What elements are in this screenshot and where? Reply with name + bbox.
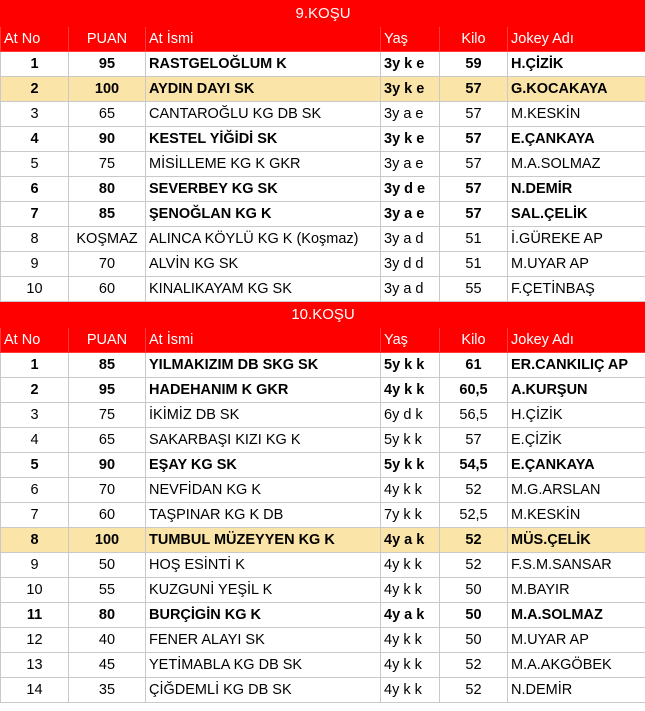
yas-cell: 4y k k [381,378,440,403]
puan-cell: 75 [69,403,146,428]
yas-cell: 5y k k [381,353,440,378]
puan-cell: 40 [69,628,146,653]
kilo-cell: 52 [440,553,508,578]
yas-cell: 3y d d [381,252,440,277]
table-row [1,453,645,478]
at-ismi-cell: ÇİĞDEMLİ KG DB SK [146,678,381,703]
header-kilo: Kilo [440,328,508,353]
at-ismi-cell: NEVFİDAN KG K [146,478,381,503]
table-row [1,378,645,403]
kilo-cell: 59 [440,52,508,77]
jokey-cell: E.ÇANKAYA [508,127,645,152]
at-no-cell: 5 [1,152,69,177]
table-row [1,277,645,302]
at-ismi-cell: HOŞ ESİNTİ K [146,553,381,578]
header-jokey: Jokey Adı [508,27,645,52]
at-ismi-cell: CANTAROĞLU KG DB SK [146,102,381,127]
kilo-cell: 57 [440,177,508,202]
table-body [1,1,645,703]
table-row [1,252,645,277]
at-no-cell: 2 [1,378,69,403]
header-at-no: At No [1,328,69,353]
kilo-cell: 57 [440,202,508,227]
at-ismi-cell: TAŞPINAR KG K DB [146,503,381,528]
table-row [1,428,645,453]
header-at-no: At No [1,27,69,52]
table-row [1,478,645,503]
jokey-cell: H.ÇİZİK [508,403,645,428]
jokey-cell: M.UYAR AP [508,628,645,653]
puan-cell: 45 [69,653,146,678]
kilo-cell: 57 [440,102,508,127]
jokey-cell: H.ÇİZİK [508,52,645,77]
header-yas: Yaş [381,328,440,353]
table-row [1,653,645,678]
puan-cell: 70 [69,478,146,503]
yas-cell: 3y d e [381,177,440,202]
at-ismi-cell: KESTEL YİĞİDİ SK [146,127,381,152]
kilo-cell: 56,5 [440,403,508,428]
at-ismi-cell: YILMAKIZIM DB SKG SK [146,353,381,378]
at-ismi-cell: TUMBUL MÜZEYYEN KG K [146,528,381,553]
puan-cell: 95 [69,52,146,77]
table-row [1,628,645,653]
jokey-cell: M.G.ARSLAN [508,478,645,503]
kilo-cell: 52 [440,528,508,553]
table-row [1,202,645,227]
puan-cell: 80 [69,177,146,202]
kilo-cell: 52 [440,653,508,678]
at-no-cell: 10 [1,277,69,302]
at-no-cell: 4 [1,127,69,152]
at-no-cell: 8 [1,528,69,553]
kilo-cell: 52 [440,678,508,703]
at-ismi-cell: EŞAY KG SK [146,453,381,478]
kilo-cell: 55 [440,277,508,302]
jokey-cell: F.ÇETİNBAŞ [508,277,645,302]
at-no-cell: 11 [1,603,69,628]
yas-cell: 4y k k [381,553,440,578]
table-row [1,353,645,378]
jokey-cell: G.KOCAKAYA [508,77,645,102]
at-ismi-cell: KUZGUNİ YEŞİL K [146,578,381,603]
yas-cell: 3y k e [381,52,440,77]
race-title: 9.KOŞU [1,1,645,27]
puan-cell: 95 [69,378,146,403]
kilo-cell: 54,5 [440,453,508,478]
yas-cell: 5y k k [381,453,440,478]
jokey-cell: M.UYAR AP [508,252,645,277]
at-ismi-cell: RASTGELOĞLUM K [146,52,381,77]
at-ismi-cell: YETİMABLA KG DB SK [146,653,381,678]
yas-cell: 3y a e [381,202,440,227]
at-no-cell: 5 [1,453,69,478]
puan-cell: 85 [69,353,146,378]
table-row [1,52,645,77]
header-puan: PUAN [69,328,146,353]
yas-cell: 4y a k [381,528,440,553]
yas-cell: 6y d k [381,403,440,428]
puan-cell: 100 [69,528,146,553]
table-row [1,528,645,553]
at-no-cell: 14 [1,678,69,703]
column-header-row [1,27,645,52]
at-ismi-cell: SEVERBEY KG SK [146,177,381,202]
kilo-cell: 52 [440,478,508,503]
at-ismi-cell: HADEHANIM K GKR [146,378,381,403]
at-no-cell: 4 [1,428,69,453]
at-no-cell: 10 [1,578,69,603]
at-no-cell: 6 [1,177,69,202]
at-ismi-cell: KINALIKAYAM KG SK [146,277,381,302]
kilo-cell: 57 [440,428,508,453]
puan-cell: 65 [69,428,146,453]
at-no-cell: 7 [1,202,69,227]
at-ismi-cell: ALVİN KG SK [146,252,381,277]
kilo-cell: 50 [440,603,508,628]
yas-cell: 4y k k [381,653,440,678]
header-jokey: Jokey Adı [508,328,645,353]
at-no-cell: 7 [1,503,69,528]
puan-cell: 60 [69,277,146,302]
at-ismi-cell: FENER ALAYI SK [146,628,381,653]
kilo-cell: 50 [440,628,508,653]
table-row [1,603,645,628]
puan-cell: 60 [69,503,146,528]
puan-cell: 85 [69,202,146,227]
at-ismi-cell: ŞENOĞLAN KG K [146,202,381,227]
at-no-cell: 9 [1,553,69,578]
puan-cell: 90 [69,127,146,152]
yas-cell: 4y k k [381,678,440,703]
jokey-cell: İ.GÜREKE AP [508,227,645,252]
jokey-cell: F.S.M.SANSAR [508,553,645,578]
jokey-cell: E.ÇİZİK [508,428,645,453]
kilo-cell: 52,5 [440,503,508,528]
puan-cell: 80 [69,603,146,628]
jokey-cell: E.ÇANKAYA [508,453,645,478]
at-no-cell: 12 [1,628,69,653]
header-kilo: Kilo [440,27,508,52]
kilo-cell: 51 [440,227,508,252]
table-row [1,403,645,428]
jokey-cell: M.A.AKGÖBEK [508,653,645,678]
puan-cell: 90 [69,453,146,478]
table-row [1,127,645,152]
puan-cell: 70 [69,252,146,277]
table-row [1,503,645,528]
header-yas: Yaş [381,27,440,52]
at-ismi-cell: BURÇİGİN KG K [146,603,381,628]
yas-cell: 4y k k [381,578,440,603]
at-no-cell: 3 [1,102,69,127]
table-row [1,77,645,102]
at-ismi-cell: AYDIN DAYI SK [146,77,381,102]
puan-cell: 55 [69,578,146,603]
jokey-cell: M.BAYIR [508,578,645,603]
column-header-row [1,328,645,353]
table-row [1,152,645,177]
yas-cell: 3y a d [381,277,440,302]
header-at-ismi: At İsmi [146,328,381,353]
jokey-cell: N.DEMİR [508,177,645,202]
puan-cell: 100 [69,77,146,102]
at-no-cell: 6 [1,478,69,503]
jokey-cell: M.KESKİN [508,503,645,528]
yas-cell: 3y a e [381,102,440,127]
puan-cell: 35 [69,678,146,703]
at-ismi-cell: MİSİLLEME KG K GKR [146,152,381,177]
table-row [1,102,645,127]
at-no-cell: 1 [1,353,69,378]
kilo-cell: 57 [440,152,508,177]
table-row [1,177,645,202]
kilo-cell: 60,5 [440,378,508,403]
jokey-cell: M.A.SOLMAZ [508,603,645,628]
header-at-ismi: At İsmi [146,27,381,52]
kilo-cell: 61 [440,353,508,378]
puan-cell: 75 [69,152,146,177]
yas-cell: 3y a e [381,152,440,177]
at-ismi-cell: İKİMİZ DB SK [146,403,381,428]
jokey-cell: N.DEMİR [508,678,645,703]
race-title-row [1,302,645,328]
yas-cell: 5y k k [381,428,440,453]
table-row [1,678,645,703]
puan-cell: 50 [69,553,146,578]
jokey-cell: SAL.ÇELİK [508,202,645,227]
jokey-cell: M.A.SOLMAZ [508,152,645,177]
at-ismi-cell: ALINCA KÖYLÜ KG K (Koşmaz) [146,227,381,252]
kilo-cell: 50 [440,578,508,603]
race-title-row [1,1,645,27]
jokey-cell: A.KURŞUN [508,378,645,403]
at-no-cell: 13 [1,653,69,678]
jokey-cell: MÜS.ÇELİK [508,528,645,553]
kilo-cell: 57 [440,127,508,152]
jokey-cell: M.KESKİN [508,102,645,127]
yas-cell: 4y a k [381,603,440,628]
yas-cell: 4y k k [381,628,440,653]
jokey-cell: ER.CANKILIÇ AP [508,353,645,378]
race-title: 10.KOŞU [1,302,645,328]
yas-cell: 3y k e [381,77,440,102]
table-row [1,553,645,578]
table-row [1,227,645,252]
puan-cell: KOŞMAZ [69,227,146,252]
header-puan: PUAN [69,27,146,52]
table-row [1,578,645,603]
at-no-cell: 8 [1,227,69,252]
at-no-cell: 2 [1,77,69,102]
kilo-cell: 51 [440,252,508,277]
kilo-cell: 57 [440,77,508,102]
at-no-cell: 3 [1,403,69,428]
yas-cell: 3y k e [381,127,440,152]
yas-cell: 7y k k [381,503,440,528]
at-ismi-cell: SAKARBAŞI KIZI KG K [146,428,381,453]
yas-cell: 3y a d [381,227,440,252]
puan-cell: 65 [69,102,146,127]
yas-cell: 4y k k [381,478,440,503]
at-no-cell: 1 [1,52,69,77]
at-no-cell: 9 [1,252,69,277]
